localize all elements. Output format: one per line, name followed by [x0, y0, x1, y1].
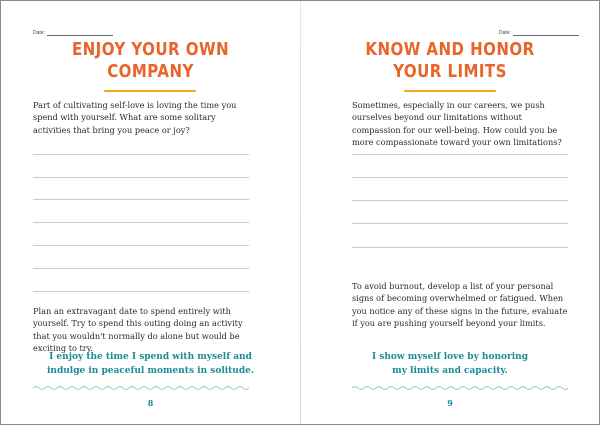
date-line	[47, 30, 113, 36]
journal-prompt-2: To avoid burnout, develop a list of your personal signs of becoming overwhelmed or fatigued. When you notice any of these signs in the future, evaluate if you are pushing yourself beyond your limits.	[352, 281, 568, 329]
writing-line[interactable]	[33, 177, 249, 178]
journal-prompt-1: Part of cultivating self-love is loving the time you spend with yourself. What are some solitary activities that bring you peace or joy?	[33, 100, 237, 135]
affirmation	[301, 350, 599, 378]
page-number: 9	[447, 398, 453, 408]
writing-line[interactable]	[33, 199, 249, 200]
writing-line[interactable]	[33, 154, 249, 155]
date-field[interactable]	[499, 30, 579, 36]
affirmation-line-1: I show myself love by honoring	[371, 352, 529, 362]
decorative-wave-border	[33, 384, 249, 392]
title-divider	[104, 90, 196, 92]
page-title	[322, 39, 578, 83]
writing-line[interactable]	[352, 247, 568, 248]
journal-prompt-2: Plan an extravagant date to spend entirely with yourself. Try to spend this outing doing an activity that you wouldn't normally do alone but would be exciting to try.	[33, 306, 243, 354]
date-label: Date:	[33, 30, 45, 36]
date-field[interactable]	[33, 30, 113, 36]
title-line-1: KNOW AND HONOR	[365, 40, 535, 60]
writing-line[interactable]	[352, 223, 568, 224]
title-line-2: YOUR LIMITS	[393, 62, 507, 82]
writing-line[interactable]	[33, 268, 249, 269]
title-line-1: ENJOY YOUR OWN	[71, 40, 230, 60]
writing-line[interactable]	[352, 154, 568, 155]
journal-prompt-1: Sometimes, especially in our careers, we push ourselves beyond our limitations without compassion for our well-being. How could you be more compassionate toward your own limitations?	[352, 100, 562, 148]
title-line-2: COMPANY	[107, 62, 194, 82]
affirmation-line-2: my limits and capacity.	[392, 366, 508, 376]
right-page	[301, 1, 599, 424]
writing-line[interactable]	[33, 245, 249, 246]
writing-line[interactable]	[352, 177, 568, 178]
writing-line[interactable]	[352, 200, 568, 201]
affirmation-line-2: indulge in peaceful moments in solitude.	[46, 366, 255, 376]
title-divider	[404, 90, 496, 92]
decorative-wave-border	[352, 384, 568, 392]
affirmation-line-1: I enjoy the time I spend with myself and	[49, 352, 252, 362]
writing-line[interactable]	[33, 222, 249, 223]
page-title	[22, 39, 279, 83]
affirmation	[1, 350, 300, 378]
date-line	[513, 30, 579, 36]
left-page	[1, 1, 300, 424]
writing-line[interactable]	[33, 291, 249, 292]
page-number: 8	[147, 398, 154, 408]
date-label: Date:	[499, 30, 511, 36]
